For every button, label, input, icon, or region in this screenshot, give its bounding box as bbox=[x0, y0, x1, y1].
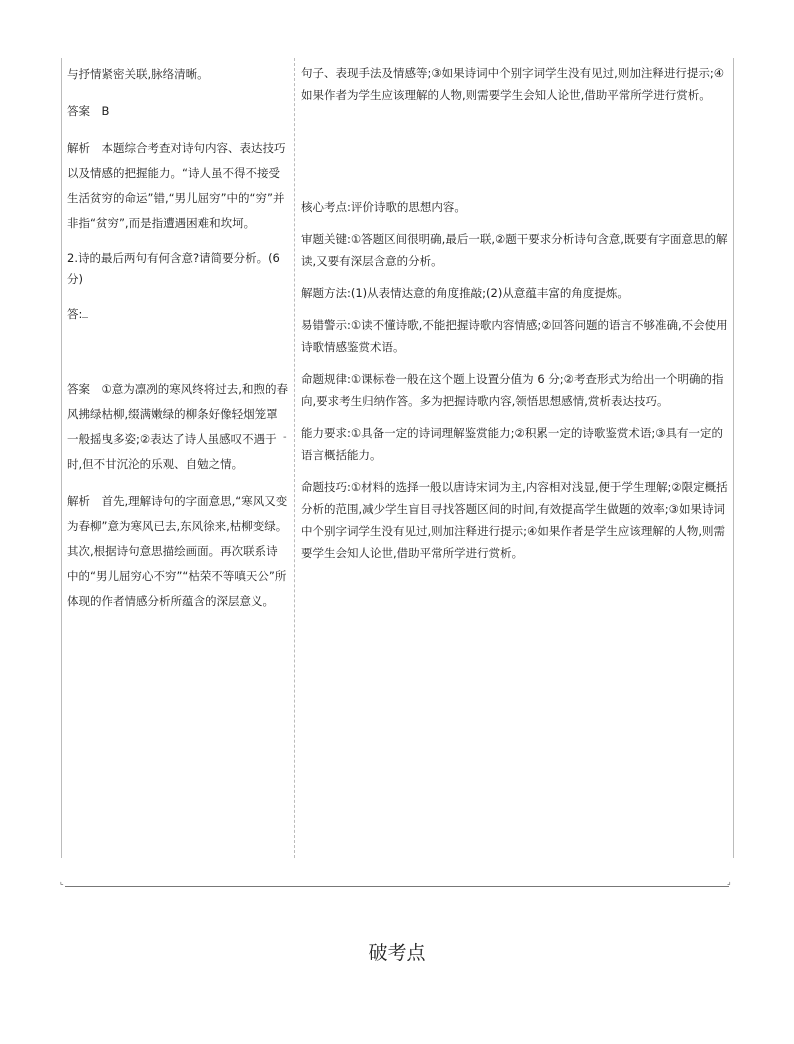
ability-requirement: 能力要求:①具备一定的诗词理解鉴赏能力;②积累一定的诗歌鉴赏术语;③具有一定的语言概括能力。 bbox=[301, 426, 724, 462]
bottom-rule bbox=[65, 886, 729, 887]
error-warning: 易错警示:①读不懂诗歌,不能把握诗歌内容情感;②回答问题的语言不够准确,不会使用诗歌情感鉴赏术语。 bbox=[301, 318, 728, 354]
answer-prompt bbox=[67, 302, 289, 327]
right-column bbox=[301, 62, 729, 574]
answer-end-mark: - bbox=[283, 432, 287, 443]
key-to-question: 审题关键:①答题区间很明确,最后一联,②题干要求分析诗句含意,既要有字面意思的解读,又要有深层含意的分析。 bbox=[301, 232, 728, 268]
answer-space bbox=[67, 339, 289, 377]
left-paragraph-1: 与抒情紧密关联,脉络清晰。 bbox=[67, 67, 209, 81]
analysis-paragraph-2: 解析 首先,理解诗句的字面意思,“寒风又变为春柳”意为寒风已去,东风徐来,枯柳变绿。其次,根据诗句意思描绘画面。再次联系诗中的“男儿屈穷心不穷”“枯荣不等嗔天公”所体现的作者情感分析所蕴含的深层意义。 bbox=[67, 494, 288, 608]
corner-mark-right-icon: ⌟ bbox=[727, 877, 731, 886]
solving-method: 解题方法:(1)从表情达意的角度推敲;(2)从意蕴丰富的角度提炼。 bbox=[301, 286, 629, 300]
question-technique: 命题技巧:①材料的选择一般以唐诗宋词为主,内容相对浅显,便于学生理解;②限定概括分析的范围,减少学生盲目寻找答题区间的时间,有效提高学生做题的效率;③如果诗词中个别字词学生没有见过,则加注释进行提示;④如果作者是学生应该理解的人物,则需要学生会知人论世,借助平常所学进行赏析。 bbox=[301, 480, 728, 560]
question-2: 2.诗的最后两句有何含意?请简要分析。(6分) bbox=[67, 251, 280, 286]
table-left-border bbox=[61, 58, 63, 858]
section-title: 破考点 bbox=[368, 942, 426, 964]
answer-prompt-label: 答: bbox=[67, 307, 83, 321]
answer-blank[interactable] bbox=[82, 317, 88, 318]
answer-line: 答案 B bbox=[67, 104, 110, 118]
left-column bbox=[67, 62, 289, 626]
corner-mark-left-icon: ⌞ bbox=[60, 877, 64, 886]
table-right-border bbox=[733, 58, 735, 858]
exam-pattern: 命题规律:①课标卷一般在这个题上设置分值为 6 分;②考查形式为给出一个明确的指向,要求考生归纳作答。多为把握诗歌内容,领悟思想感情,赏析表达技巧。 bbox=[301, 372, 724, 408]
analysis-paragraph: 解析 本题综合考查对诗句内容、表达技巧以及情感的把握能力。“诗人虽不得不接受生活贫穷的命运”错,“男儿屈穷”中的“穷”并非指“贫穷”,而是指遭遇困难和坎坷。 bbox=[67, 141, 286, 230]
blank-space bbox=[301, 116, 729, 196]
right-paragraph-1: 句子、表现手法及情感等;③如果诗词中个别字词学生没有见过,则加注释进行提示;④如果作者为学生应该理解的人物,则需要学生会知人论世,借助平常所学进行赏析。 bbox=[301, 66, 725, 102]
core-point: 核心考点:评价诗歌的思想内容。 bbox=[301, 200, 466, 214]
column-divider bbox=[294, 58, 295, 858]
answer-paragraph: 答案 ①意为凛冽的寒风终将过去,和煦的春风拂绿枯柳,缀满嫩绿的柳条好像轻烟笼罩一般摇曳多姿;②表达了诗人虽感叹不遇于时,但不甘沉沦的乐观、自勉之情。 bbox=[67, 382, 288, 471]
